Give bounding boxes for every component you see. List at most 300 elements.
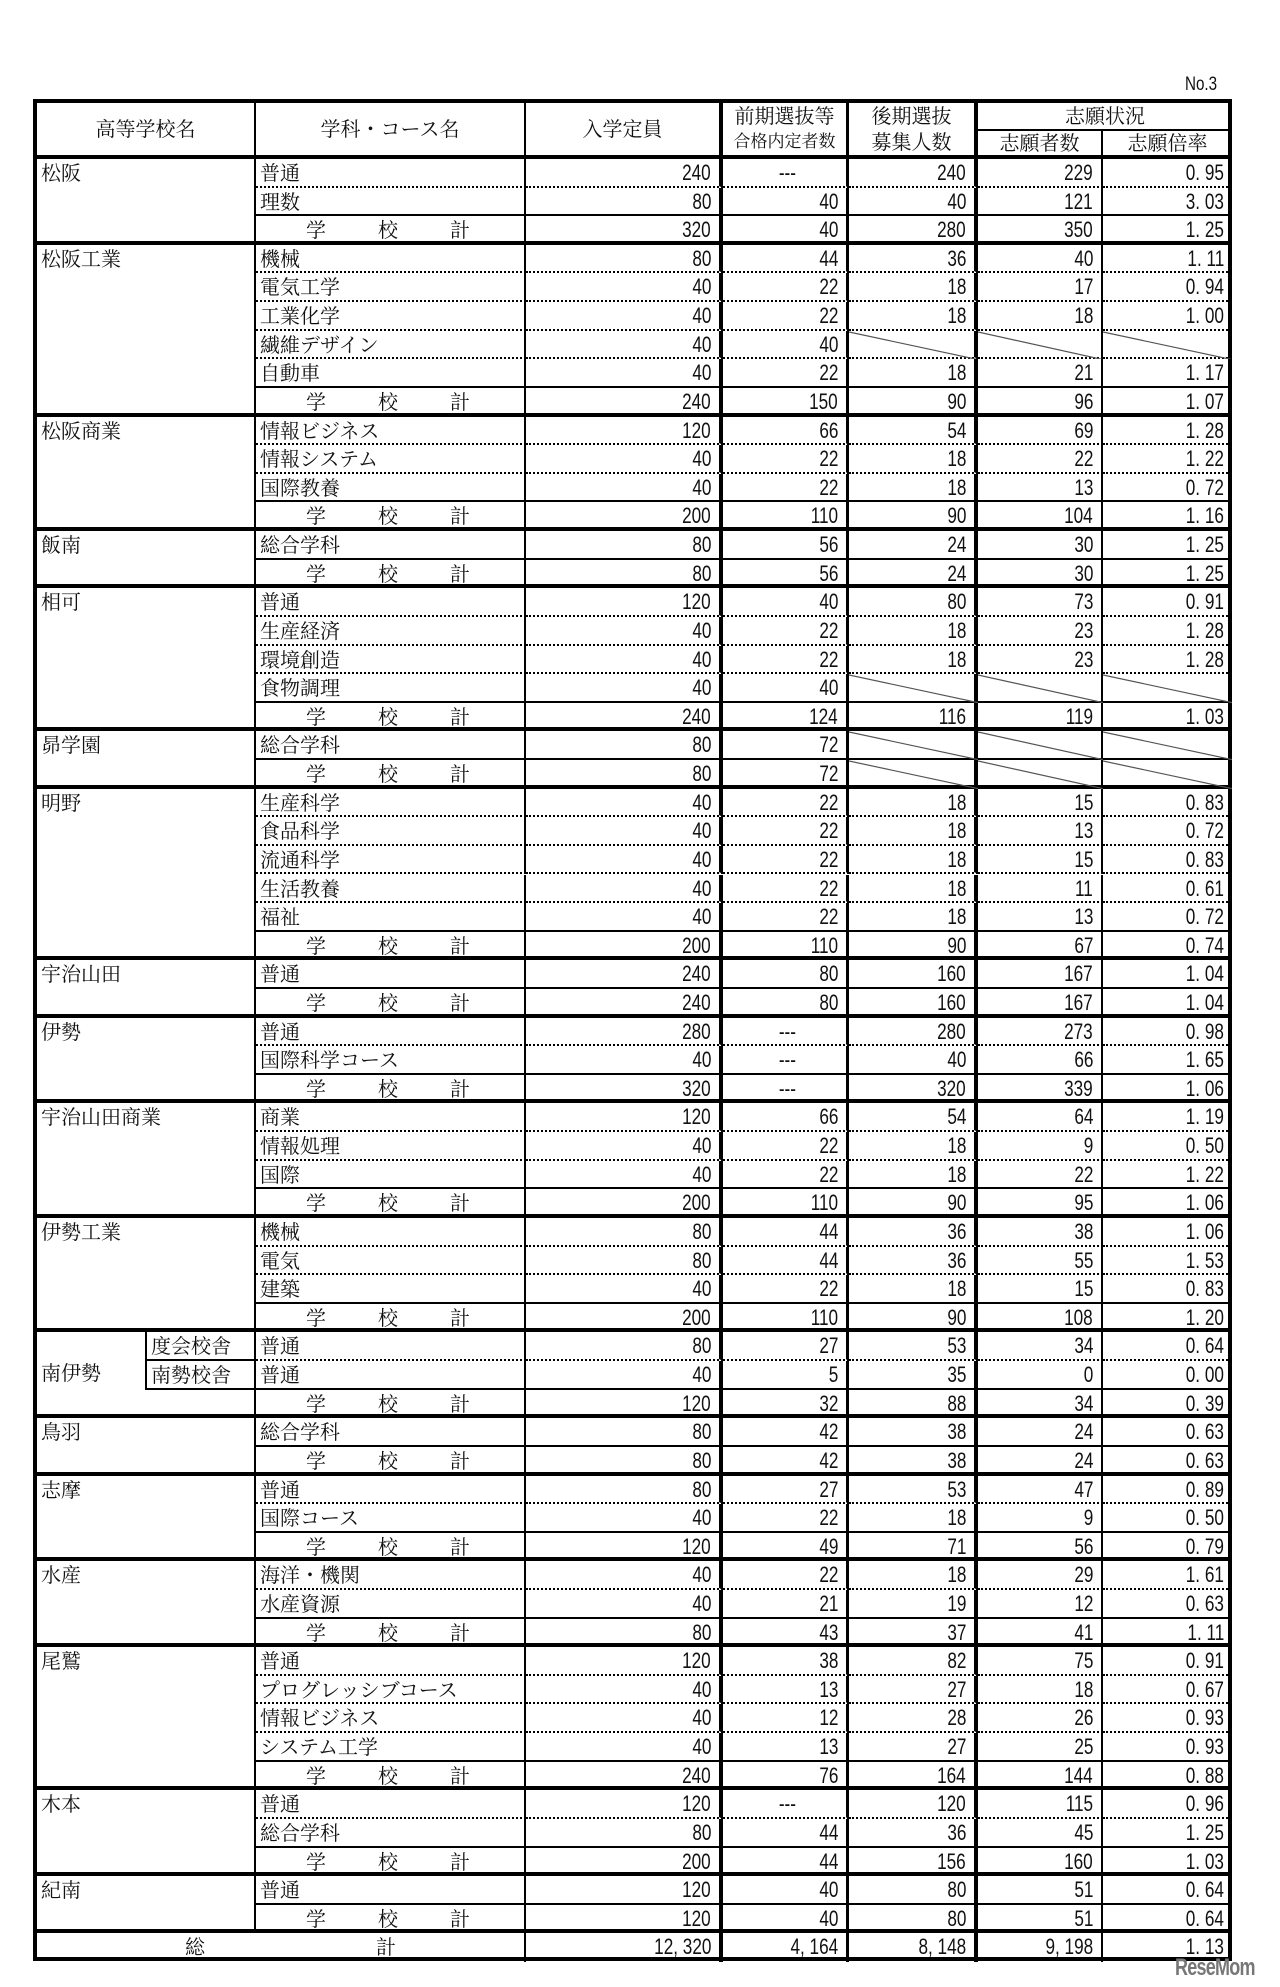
cell-value: 40: [818, 1905, 838, 1931]
data-cell: [526, 731, 723, 760]
subtotal-label-char: 校: [378, 1076, 398, 1101]
cell-value: 69: [1073, 417, 1093, 443]
school-name: 松阪工業: [41, 246, 121, 271]
cell-value: 21: [1073, 360, 1093, 386]
data-cell: [978, 1905, 1103, 1934]
cell-value: 40: [818, 331, 838, 357]
cell-value: ---: [778, 1047, 796, 1073]
data-cell: [849, 617, 978, 646]
data-cell: [849, 1361, 978, 1390]
data-cell: [1103, 1476, 1232, 1505]
cell-value: 40: [691, 646, 711, 672]
cell-value: 22: [818, 1562, 838, 1588]
cell-value: 13: [818, 1676, 838, 1702]
data-cell: [723, 1132, 849, 1161]
data-cell: [849, 1533, 978, 1562]
cell-value: 0. 64: [1185, 1905, 1224, 1931]
cell-value: 80: [691, 1218, 711, 1244]
cell-value: 38: [818, 1648, 838, 1674]
data-cell: [723, 989, 849, 1018]
cell-value: 0. 64: [1185, 1333, 1224, 1359]
data-cell: [1103, 703, 1232, 732]
school-name: 宇治山田: [41, 962, 121, 987]
subtotal-label-char: 学: [306, 561, 326, 586]
data-cell: [526, 760, 723, 789]
cell-value: 15: [1073, 789, 1093, 815]
cell-value: 19: [946, 1591, 966, 1616]
data-cell: [978, 1561, 1103, 1590]
cell-value: 15: [1073, 846, 1093, 872]
data-cell: [849, 588, 978, 617]
data-cell: [849, 1647, 978, 1676]
subtotal-label-char: 校: [378, 218, 398, 243]
data-cell: [849, 1247, 978, 1276]
cell-value: 55: [1073, 1247, 1093, 1273]
cell-value: 54: [946, 1104, 966, 1130]
subtotal-label-char: 計: [450, 389, 470, 414]
cell-value: 320: [682, 1075, 711, 1101]
data-cell: [1103, 588, 1232, 617]
data-cell: [526, 789, 723, 818]
school-name: 木本: [41, 1792, 81, 1817]
subtotal-label-char: 計: [450, 1305, 470, 1330]
data-cell: [978, 1590, 1103, 1619]
cell-value: 339: [1064, 1075, 1093, 1101]
cell-value: 47: [1073, 1476, 1093, 1502]
cell-value: 32: [818, 1390, 838, 1416]
cell-value: 110: [810, 503, 838, 529]
school-name: 尾鷲: [41, 1649, 81, 1674]
cell-value: 0. 95: [1185, 160, 1224, 185]
data-cell: [723, 1075, 849, 1104]
course-name-cell: [256, 445, 526, 474]
course-name-cell: [256, 417, 526, 446]
data-cell: [978, 1933, 1103, 1962]
data-cell: [526, 646, 723, 675]
data-cell: [723, 474, 849, 503]
data-cell: [1103, 216, 1232, 245]
school-name-cell: [37, 789, 256, 961]
cell-value: 56: [818, 532, 838, 558]
school-name-cell: [37, 1790, 256, 1876]
school-name-cell: [37, 1876, 256, 1933]
subtotal-label-char: 学: [306, 704, 326, 729]
cell-value: 18: [946, 1276, 966, 1302]
cell-value: 0. 88: [1185, 1762, 1224, 1788]
cell-value: 80: [691, 1447, 711, 1473]
subtotal-label-char: 学: [306, 1076, 326, 1101]
data-cell: [526, 1275, 723, 1304]
cell-value: 90: [946, 932, 966, 958]
cell-value: 22: [818, 875, 838, 901]
cell-value: 80: [946, 1905, 966, 1931]
data-cell: [723, 273, 849, 302]
data-cell: [849, 1161, 978, 1190]
data-cell: [849, 1504, 978, 1533]
data-cell: [526, 960, 723, 989]
cell-value: 1. 28: [1185, 617, 1224, 643]
data-cell: [1103, 932, 1232, 961]
data-cell: [1103, 1018, 1232, 1047]
data-cell: [978, 417, 1103, 446]
data-cell: [526, 1132, 723, 1161]
cell-value: 0. 63: [1185, 1591, 1224, 1616]
cell-value: 18: [1073, 1676, 1093, 1702]
cell-value: 40: [691, 846, 711, 872]
school-subtotal-label: [256, 1447, 526, 1476]
cell-value: 0. 39: [1185, 1390, 1224, 1416]
cell-value: 0. 79: [1185, 1533, 1224, 1559]
data-cell: [1103, 817, 1232, 846]
data-cell: [849, 1304, 978, 1333]
cell-value: 1. 28: [1185, 646, 1224, 672]
subtotal-label-char: 校: [378, 1391, 398, 1416]
cell-value: 0. 00: [1185, 1362, 1224, 1388]
data-cell: [978, 1247, 1103, 1276]
cell-value: 18: [946, 846, 966, 872]
campus-name: 南勢校舎: [151, 1363, 231, 1388]
course-name-cell: [256, 273, 526, 302]
course-name-cell: [256, 1103, 526, 1132]
data-cell: [1103, 388, 1232, 417]
data-cell: [1103, 273, 1232, 302]
data-cell: [526, 1819, 723, 1848]
data-cell: [849, 1590, 978, 1619]
data-cell: [723, 1476, 849, 1505]
school-name: 宇治山田商業: [41, 1105, 161, 1130]
data-cell: [723, 417, 849, 446]
course-name-cell: [256, 331, 526, 360]
data-cell: [723, 1733, 849, 1762]
data-cell: [978, 188, 1103, 217]
cell-value: 0. 64: [1185, 1877, 1224, 1903]
course-name-cell: [256, 960, 526, 989]
data-cell: [723, 502, 849, 531]
data-cell: [526, 817, 723, 846]
data-cell: [526, 1247, 723, 1276]
course-name: 電気工学: [260, 275, 340, 300]
cell-value: 80: [691, 1333, 711, 1359]
data-cell: [1103, 1619, 1232, 1648]
cell-value: 42: [818, 1447, 838, 1473]
subtotal-label-char: 学: [306, 933, 326, 958]
not-applicable-slash: [978, 674, 1103, 703]
cell-value: 22: [818, 904, 838, 930]
data-cell: [526, 216, 723, 245]
data-cell: [1103, 1075, 1232, 1104]
cell-value: 36: [946, 245, 966, 271]
cell-value: 18: [946, 446, 966, 472]
cell-value: 13: [1073, 474, 1093, 500]
not-applicable-slash: [1103, 331, 1232, 360]
cell-value: 40: [691, 1133, 711, 1159]
cell-value: 53: [946, 1333, 966, 1359]
data-cell: [849, 1561, 978, 1590]
data-cell: [526, 875, 723, 904]
course-name-cell: [256, 846, 526, 875]
data-cell: [526, 1332, 723, 1361]
data-cell: [849, 359, 978, 388]
course-name: 環境創造: [260, 647, 340, 672]
data-cell: [723, 1390, 849, 1419]
data-cell: [723, 875, 849, 904]
cell-value: 80: [691, 1247, 711, 1273]
school-name-cell: [37, 1476, 256, 1562]
data-cell: [849, 216, 978, 245]
subtotal-label-char: 計: [450, 504, 470, 529]
data-cell: [978, 1676, 1103, 1705]
data-cell: [1103, 903, 1232, 932]
cell-value: 200: [682, 1190, 711, 1216]
not-applicable-slash: [849, 760, 978, 789]
cell-value: 0: [1083, 1362, 1093, 1388]
cell-value: 200: [682, 932, 711, 958]
cell-value: 1. 19: [1185, 1104, 1224, 1130]
cell-value: 120: [682, 1877, 711, 1903]
cell-value: 160: [937, 961, 966, 987]
data-cell: [723, 1018, 849, 1047]
data-cell: [526, 245, 723, 274]
data-cell: [723, 731, 849, 760]
cell-value: 73: [1073, 589, 1093, 615]
cell-value: 22: [818, 274, 838, 300]
cell-value: 104: [1064, 503, 1093, 529]
cell-value: 160: [1064, 1848, 1093, 1874]
subtotal-label-char: 校: [378, 1906, 398, 1931]
cell-value: 80: [691, 1819, 711, 1845]
data-cell: [1103, 1762, 1232, 1791]
school-name: 伊勢: [41, 1019, 81, 1044]
cell-value: 13: [1073, 818, 1093, 844]
subtotal-label-char: 計: [450, 990, 470, 1015]
data-cell: [849, 502, 978, 531]
data-cell: [849, 1332, 978, 1361]
cell-value: 80: [946, 589, 966, 615]
data-cell: [1103, 646, 1232, 675]
cell-value: 40: [691, 875, 711, 901]
data-cell: [526, 445, 723, 474]
data-cell: [978, 703, 1103, 732]
data-cell: [1103, 617, 1232, 646]
data-cell: [1103, 1275, 1232, 1304]
cell-value: 1. 07: [1185, 388, 1224, 414]
data-cell: [1103, 1132, 1232, 1161]
cell-value: 40: [691, 331, 711, 357]
cell-value: 0. 72: [1185, 818, 1224, 844]
data-cell: [849, 1848, 978, 1877]
cell-value: 35: [946, 1362, 966, 1388]
data-cell: [849, 989, 978, 1018]
cell-value: 37: [946, 1619, 966, 1645]
data-cell: [978, 1189, 1103, 1218]
cell-value: 40: [691, 1161, 711, 1187]
subtotal-label-char: 校: [378, 1534, 398, 1559]
header-late: [849, 103, 978, 159]
cell-value: 27: [818, 1333, 838, 1359]
school-name: 飯南: [41, 533, 81, 558]
course-name: 情報処理: [260, 1134, 340, 1159]
cell-value: 240: [682, 961, 711, 987]
cell-value: 40: [691, 360, 711, 386]
cell-value: 1. 22: [1185, 446, 1224, 472]
cell-value: 36: [946, 1819, 966, 1845]
school-name: 鳥羽: [41, 1420, 81, 1445]
data-cell: [526, 1848, 723, 1877]
data-cell: [526, 388, 723, 417]
cell-value: 240: [682, 160, 711, 185]
subtotal-label-char: 計: [450, 1448, 470, 1473]
data-cell: [723, 359, 849, 388]
school-subtotal-label: [256, 1905, 526, 1934]
not-applicable-slash: [849, 731, 978, 760]
data-cell: [526, 1762, 723, 1791]
data-cell: [526, 560, 723, 589]
data-cell: [526, 359, 723, 388]
data-cell: [723, 1848, 849, 1877]
data-cell: [723, 1790, 849, 1819]
cell-value: ---: [778, 1075, 796, 1101]
data-cell: [978, 875, 1103, 904]
data-cell: [849, 1189, 978, 1218]
cell-value: 22: [818, 617, 838, 643]
school-subtotal-label: [256, 932, 526, 961]
data-cell: [723, 1876, 849, 1905]
subtotal-label-char: 校: [378, 990, 398, 1015]
course-name-cell: [256, 1590, 526, 1619]
data-cell: [1103, 846, 1232, 875]
school-subtotal-label: [256, 1533, 526, 1562]
cell-value: 115: [1065, 1791, 1093, 1817]
cell-value: 44: [818, 1218, 838, 1244]
subtotal-label-char: 校: [378, 561, 398, 586]
course-name-cell: [256, 731, 526, 760]
course-name-cell: [256, 789, 526, 818]
data-cell: [1103, 1704, 1232, 1733]
course-name-cell: [256, 1476, 526, 1505]
data-cell: [526, 331, 723, 360]
data-cell: [978, 445, 1103, 474]
data-cell: [723, 1762, 849, 1791]
cell-value: 95: [1073, 1190, 1093, 1216]
course-name: 普通: [260, 161, 300, 185]
grand-total-label-char: 総: [185, 1935, 205, 1960]
data-cell: [978, 617, 1103, 646]
cell-value: 18: [946, 360, 966, 386]
school-name: 相可: [41, 590, 81, 615]
data-cell: [723, 760, 849, 789]
data-cell: [526, 474, 723, 503]
cell-value: 30: [1073, 532, 1093, 558]
cell-value: 88: [946, 1390, 966, 1416]
data-cell: [849, 1275, 978, 1304]
subtotal-label-char: 校: [378, 1305, 398, 1330]
cell-value: 120: [937, 1791, 966, 1817]
data-cell: [1103, 560, 1232, 589]
school-name: 南伊勢: [41, 1361, 101, 1386]
cell-value: 18: [946, 1505, 966, 1531]
subtotal-label-char: 計: [450, 704, 470, 729]
cell-value: 40: [1073, 245, 1093, 271]
cell-value: 21: [818, 1591, 838, 1616]
not-applicable-slash: [849, 674, 978, 703]
data-cell: [723, 388, 849, 417]
data-cell: [526, 617, 723, 646]
campus-name-cell: [145, 1332, 256, 1361]
data-cell: [849, 245, 978, 274]
cell-value: 40: [691, 1676, 711, 1702]
course-name-cell: [256, 1247, 526, 1276]
cell-value: 0. 83: [1185, 1276, 1224, 1302]
course-name: プログレッシブコース: [260, 1677, 458, 1702]
course-name-cell: [256, 1361, 526, 1390]
cell-value: 150: [809, 388, 838, 414]
cell-value: 40: [946, 188, 966, 214]
cell-value: 22: [818, 846, 838, 872]
data-cell: [526, 1018, 723, 1047]
data-cell: [1103, 1218, 1232, 1247]
data-cell: [723, 1819, 849, 1848]
subtotal-label-char: 計: [450, 561, 470, 586]
cell-value: 164: [937, 1762, 966, 1788]
school-name: 松阪商業: [41, 418, 121, 443]
course-name: 建築: [260, 1277, 300, 1302]
school-name: 伊勢工業: [41, 1219, 121, 1244]
cell-value: 18: [946, 904, 966, 930]
school-name-cell: [37, 1418, 256, 1475]
cell-value: 24: [946, 560, 966, 586]
data-cell: [526, 1561, 723, 1590]
cell-value: 44: [818, 1848, 838, 1874]
page-number: No.3: [1185, 74, 1218, 95]
data-cell: [526, 1075, 723, 1104]
course-name-cell: [256, 1132, 526, 1161]
data-cell: [1103, 1790, 1232, 1819]
school-name-cell: [37, 1218, 256, 1332]
course-name: 普通: [260, 1792, 300, 1817]
data-cell: [526, 1876, 723, 1905]
data-cell: [723, 960, 849, 989]
cell-value: 18: [946, 789, 966, 815]
data-cell: [978, 1275, 1103, 1304]
cell-value: 1. 53: [1185, 1247, 1224, 1273]
cell-value: 29: [1073, 1562, 1093, 1588]
header-ratio-label: 志願倍率: [1127, 131, 1208, 155]
cell-value: 18: [946, 1133, 966, 1159]
cell-value: 12, 320: [653, 1934, 711, 1960]
data-cell: [526, 703, 723, 732]
school-subtotal-label: [256, 1848, 526, 1877]
data-cell: [849, 1733, 978, 1762]
data-cell: [723, 674, 849, 703]
data-cell: [978, 960, 1103, 989]
cell-value: 3. 03: [1185, 188, 1224, 214]
subtotal-label-char: 学: [306, 1906, 326, 1931]
cell-value: ---: [778, 1791, 796, 1817]
cell-value: 1. 20: [1185, 1304, 1224, 1330]
data-cell: [849, 1018, 978, 1047]
data-cell: [978, 1361, 1103, 1390]
course-name: 生産経済: [260, 618, 340, 643]
data-cell: [978, 789, 1103, 818]
data-cell: [978, 245, 1103, 274]
cell-value: 80: [691, 532, 711, 558]
data-cell: [723, 1161, 849, 1190]
subtotal-label-char: 学: [306, 218, 326, 243]
data-cell: [1103, 1189, 1232, 1218]
cell-value: 34: [1073, 1390, 1093, 1416]
cell-value: 22: [1073, 1161, 1093, 1187]
cell-value: 0. 89: [1185, 1476, 1224, 1502]
